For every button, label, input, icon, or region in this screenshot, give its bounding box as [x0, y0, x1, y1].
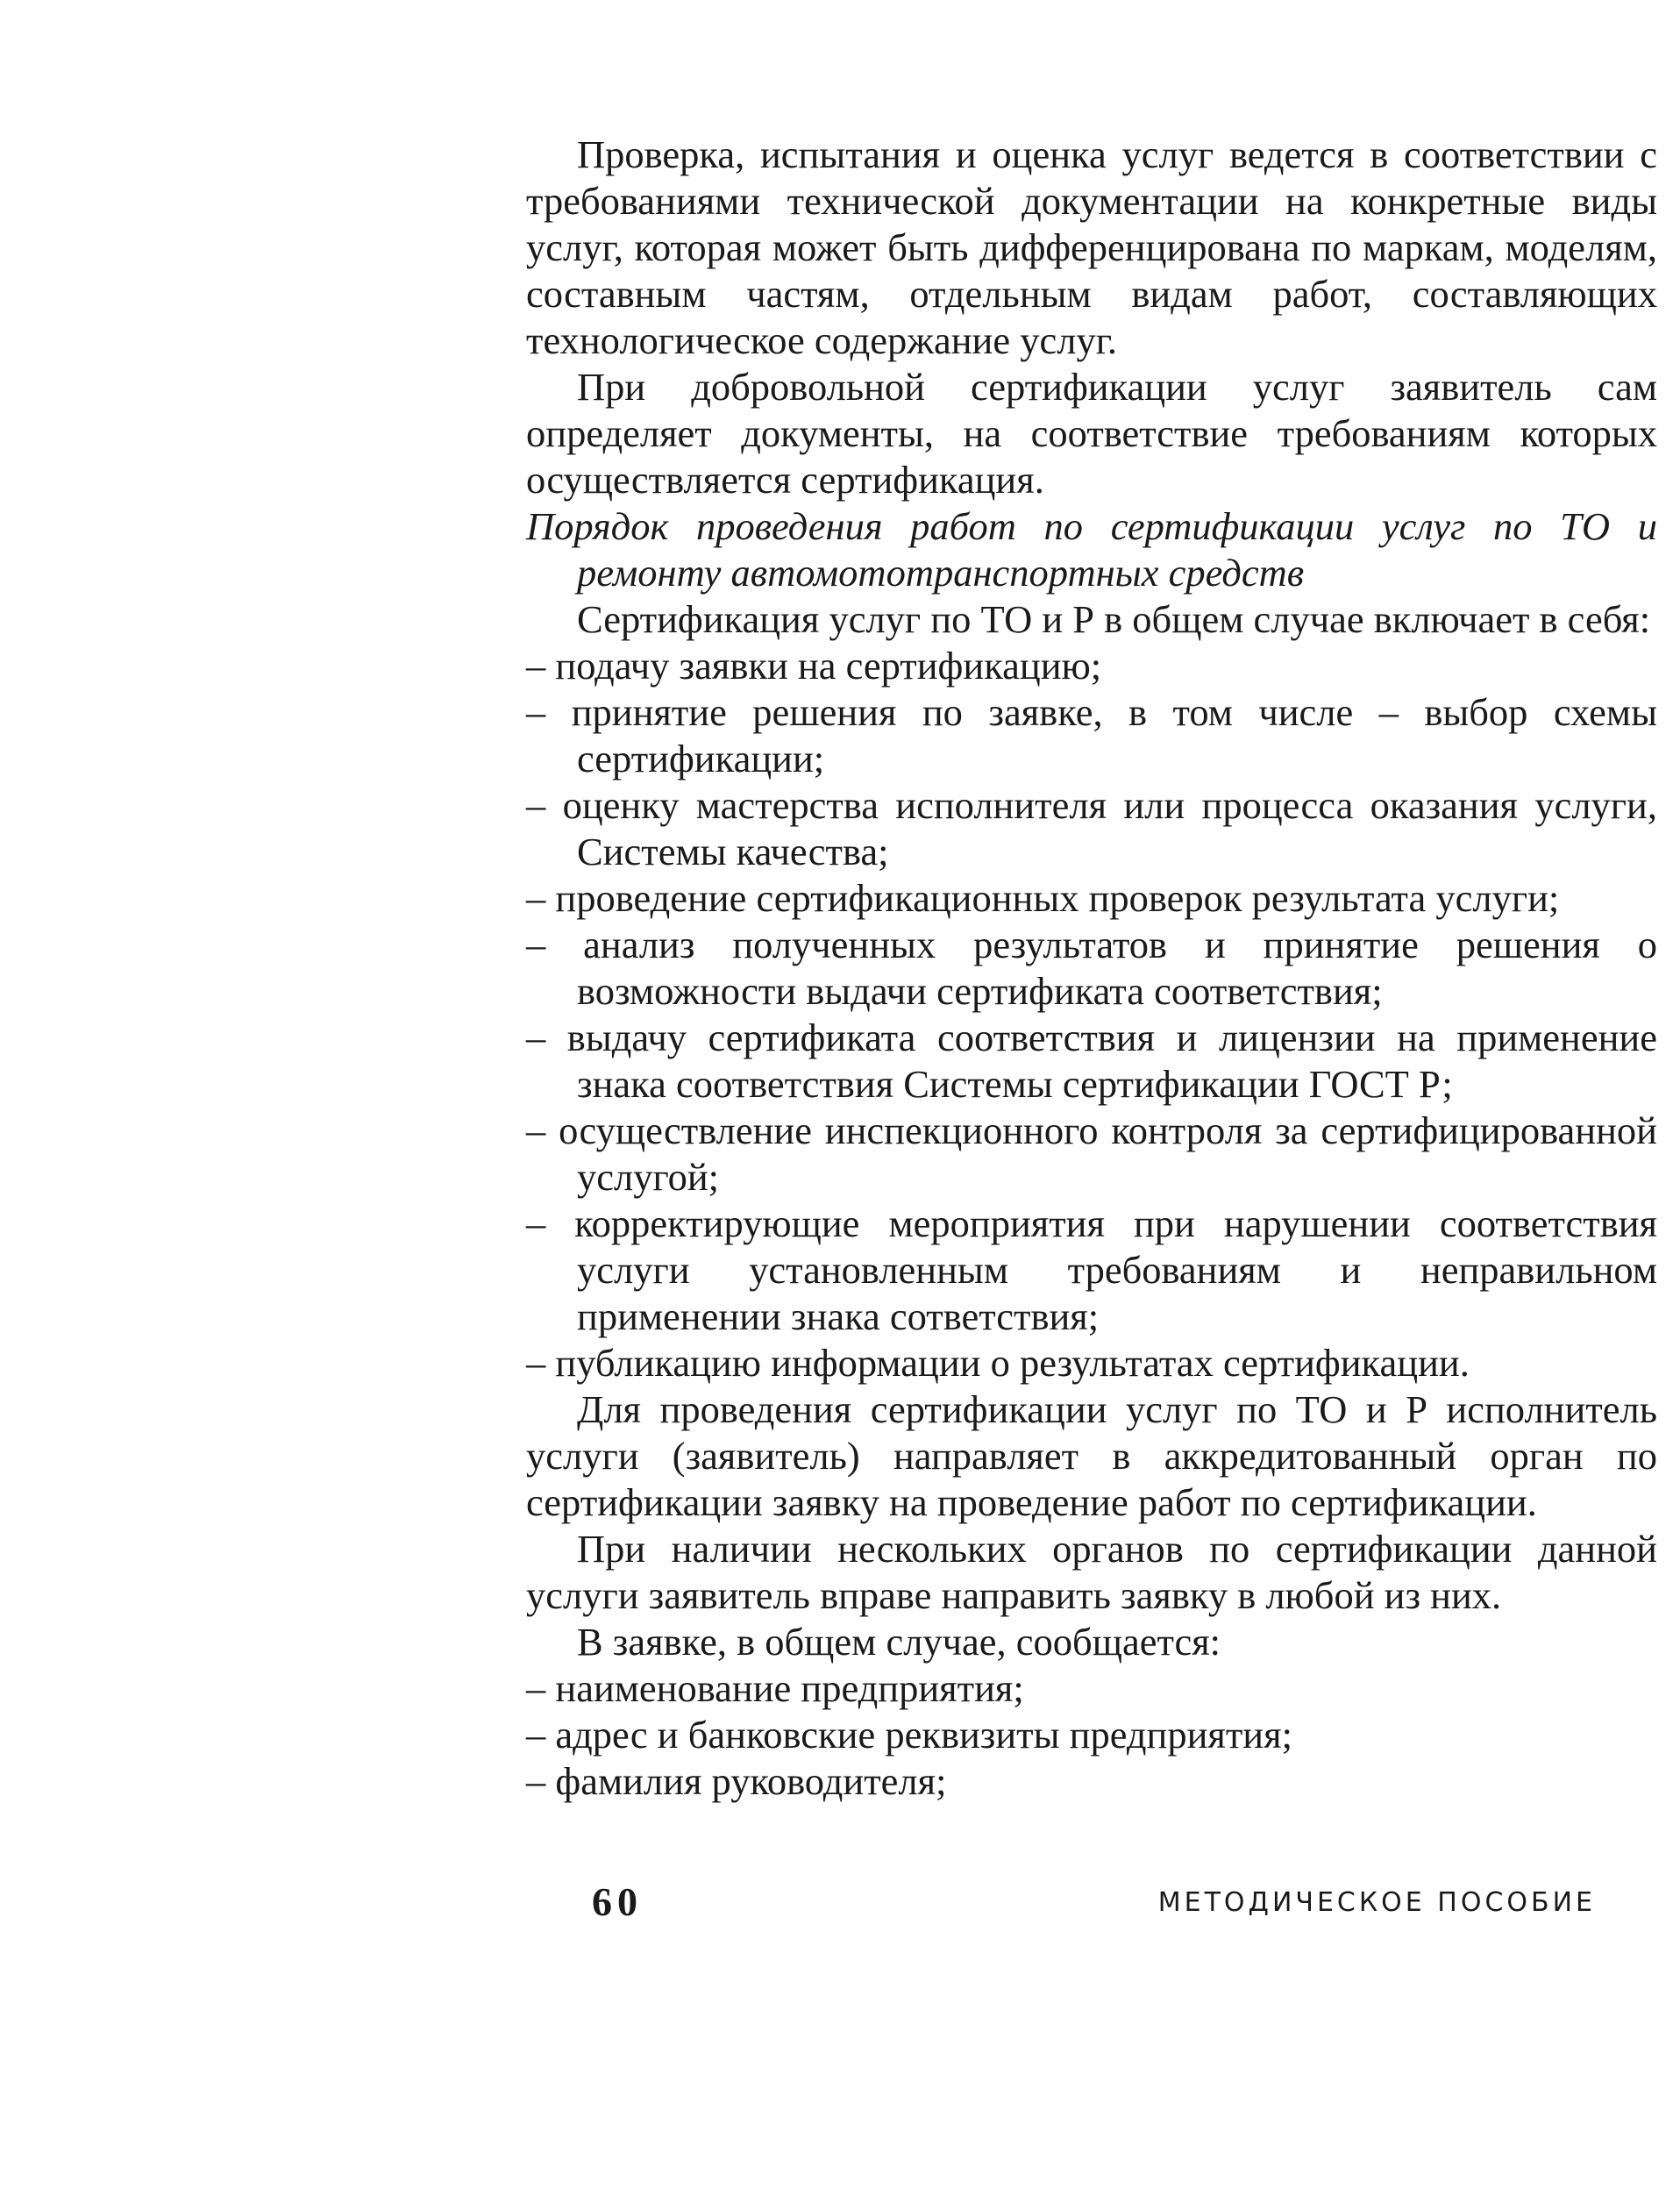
list-item: – проведение сертификационных проверок результата услуги; — [526, 876, 1560, 920]
list-item: – корректирующие мероприятия при нарушении соответствия услуги установленным требованиям и неправильном применении знака сответствия; — [526, 1201, 1657, 1338]
stages-list — [526, 643, 1657, 1386]
paragraph-verification: Проверка, испытания и оценка услуг ведется в соответствии с требованиями технической документации на конкретные виды услуг, которая может быть дифференцирована по маркам, моделям, составным частям, отдельным видам работ, составляющих технологическое содержание услуг. — [526, 132, 1657, 362]
list-item: – публикацию информации о результатах сертификации. — [526, 1341, 1470, 1385]
paragraph-application-submission: Для проведения сертификации услуг по ТО и Р исполнитель услуги (заявитель) направляет в аккредитованный орган по сертификации заявку на проведение работ по сертификации. — [526, 1387, 1657, 1524]
list-item: – оценку мастерства исполнителя или процесса оказания услуги, Системы качества; — [526, 783, 1657, 873]
list-item: – выдачу сертификата соответствия и лицензии на применение знака соответствия Системы сертификации ГОСТ Р; — [526, 1016, 1657, 1106]
paragraph-multiple-bodies: При наличии нескольких органов по сертификации данной услуги заявитель вправе направить заявку в любой из них. — [526, 1527, 1657, 1617]
list-item: – адрес и банковские реквизиты предприятия; — [526, 1713, 1292, 1757]
application-details-list — [526, 1665, 1657, 1805]
list-item: – анализ полученных результатов и принятие решения о возможности выдачи сертификата соответствия; — [526, 923, 1657, 1013]
list-item: – осуществление инспекционного контроля за сертифицированной услугой; — [526, 1108, 1657, 1199]
list-item: – фамилия руководителя; — [526, 1759, 947, 1803]
list-item: – подачу заявки на сертификацию; — [526, 644, 1102, 688]
list-item: – наименование предприятия; — [526, 1666, 1024, 1710]
paragraph-stages-intro: Сертификация услуг по ТО и Р в общем случае включает в себя: — [577, 597, 1651, 641]
paragraph-voluntary-certification: При добровольной сертификации услуг заявитель сам определяет документы, на соответствие требованиям которых осуществляется сертификация. — [526, 365, 1657, 502]
paragraph-application-contents: В заявке, в общем случае, сообщается: — [577, 1620, 1221, 1664]
page-number: 60 — [592, 1879, 643, 1924]
page-footer — [526, 1878, 1657, 1931]
list-item: – принятие решения по заявке, в том числе – выбор схемы сертификации; — [526, 690, 1657, 780]
page-text — [526, 132, 1657, 1805]
running-title: МЕТОДИЧЕСКОЕ ПОСОБИЕ — [1157, 1887, 1596, 1918]
section-heading: Порядок проведения работ по сертификации услуг по ТО и ремонту автомототранспортных средств — [526, 504, 1657, 595]
